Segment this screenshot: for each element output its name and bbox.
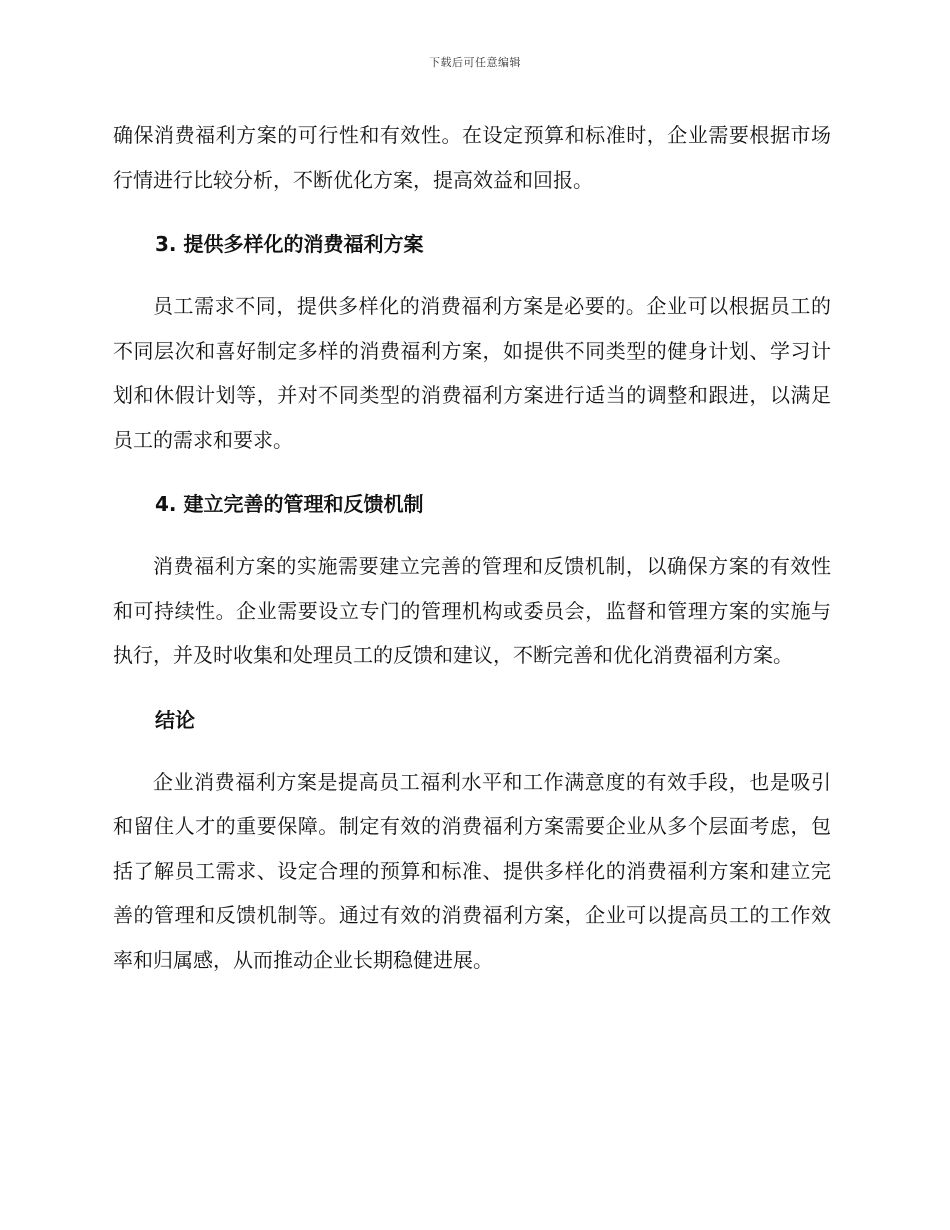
conclusion-heading: 结论 <box>155 707 195 732</box>
document-body <box>113 113 831 1006</box>
paragraph-conclusion: 企业消费福利方案是提高员工福利水平和工作满意度的有效手段，也是吸引和留住人才的重要保障。制定有效的消费福利方案需要企业从多个层面考虑，包括了解员工需求、设定合理的预算和标准、提供多样化的消费福利方案和建立完善的管理和反馈机制等。通过有效的消费福利方案，企业可以提高员工的工作效率和归属感，从而推动企业长期稳健进展。 <box>113 769 831 972</box>
section-heading-4: 4. 建立完善的管理和反馈机制 <box>155 492 424 516</box>
section-heading-3: 3. 提供多样化的消费福利方案 <box>155 232 424 256</box>
paragraph-section-4: 消费福利方案的实施需要建立完善的管理和反馈机制，以确保方案的有效性和可持续性。企业需要设立专门的管理机构或委员会，监督和管理方案的实施与执行，并及时收集和处理员工的反馈和建议，不断完善和优化消费福利方案。 <box>113 554 831 667</box>
header-note: 下载后可任意编辑 <box>429 56 521 69</box>
paragraph-section-3: 员工需求不同，提供多样化的消费福利方案是必要的。企业可以根据员工的不同层次和喜好制定多样的消费福利方案，如提供不同类型的健身计划、学习计划和休假计划等，并对不同类型的消费福利方案进行适当的调整和跟进，以满足员工的需求和要求。 <box>113 294 831 452</box>
paragraph-intro: 确保消费福利方案的可行性和有效性。在设定预算和标准时，企业需要根据市场行情进行比较分析，不断优化方案，提高效益和回报。 <box>113 123 831 192</box>
